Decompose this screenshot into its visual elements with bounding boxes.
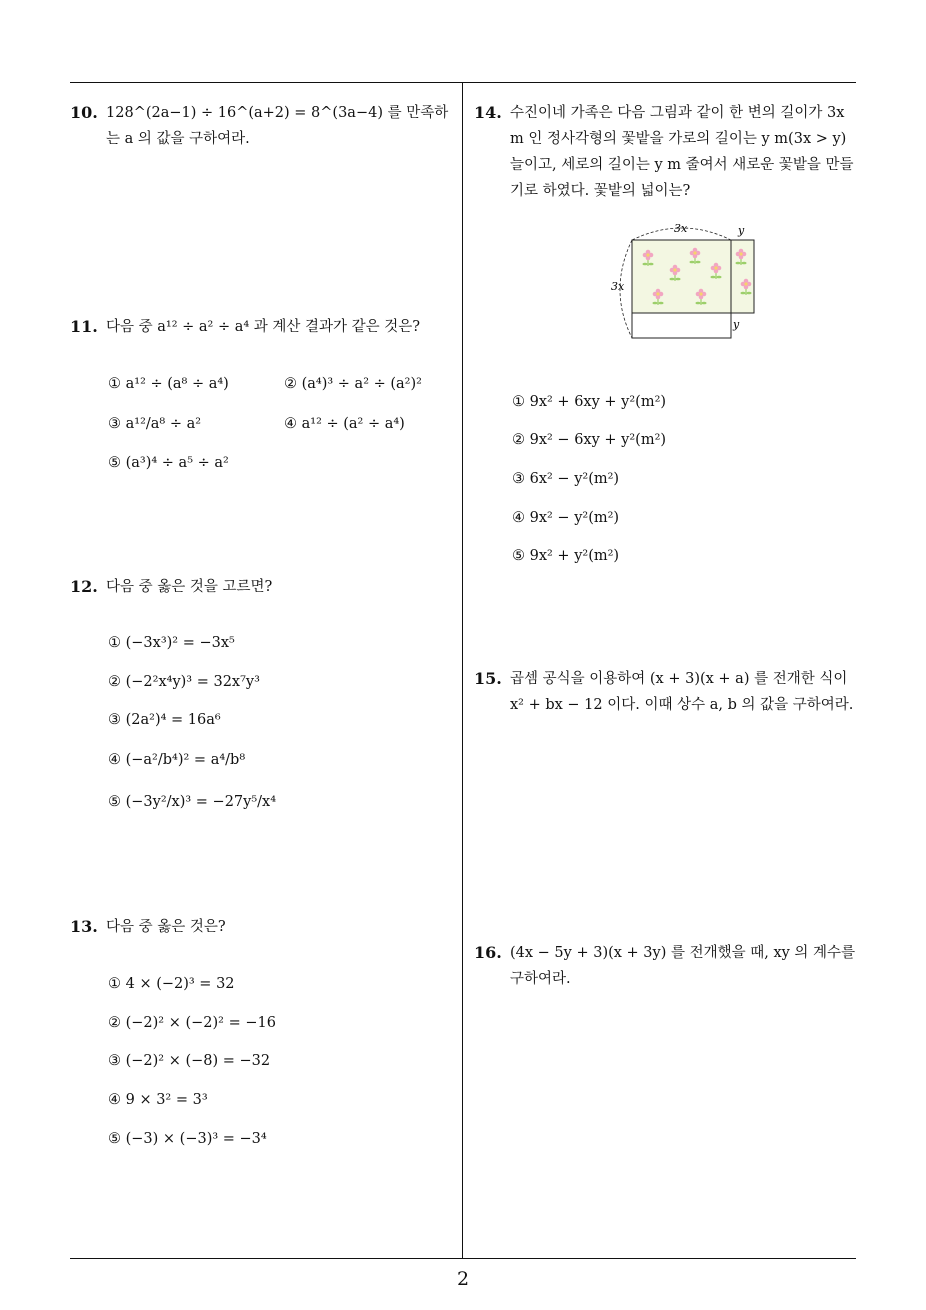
option-3[interactable]: ③ 6x² − y²(m²)	[512, 471, 620, 487]
question-12	[70, 574, 456, 600]
option-4[interactable]: ④ a¹² ÷ (a² ÷ a⁴)	[284, 416, 405, 432]
question-14	[474, 100, 858, 204]
option-1[interactable]: ① 9x² + 6xy + y²(m²)	[512, 394, 667, 410]
option-4[interactable]: ④ 9x² − y²(m²)	[512, 510, 620, 526]
option-2[interactable]: ② (−2)² × (−2)² = −16	[108, 1015, 276, 1031]
removed-strip	[632, 313, 731, 338]
option-3[interactable]: ③ (−2)² × (−8) = −32	[108, 1053, 271, 1069]
label-right-bottom-y: y	[733, 318, 740, 331]
option-1[interactable]: ① (−3x³)² = −3x⁵	[108, 635, 235, 651]
question-number: 10.	[70, 103, 98, 122]
question-stem: 다음 중 옳은 것을 고르면?	[106, 579, 273, 595]
question-stem: 곱셈 공식을 이용하여 (x + 3)(x + a) 를 전개한 식이 x² + bx − 12 이다. 이때 상수 a, b 의 값을 구하여라.	[510, 671, 854, 713]
label-right-top-y: y	[738, 224, 745, 237]
question-15	[474, 666, 858, 718]
question-stem: 다음 중 옳은 것은?	[106, 919, 226, 935]
option-2[interactable]: ② 9x² − 6xy + y²(m²)	[512, 432, 667, 448]
question-13	[70, 914, 456, 940]
question-10	[70, 100, 456, 152]
question-number: 12.	[70, 577, 98, 596]
question-stem: (4x − 5y + 3)(x + 3y) 를 전개했을 때, xy 의 계수를 구하여라.	[510, 945, 856, 987]
question-16	[474, 940, 858, 992]
option-3[interactable]: ③ a¹²/a⁸ ÷ a²	[108, 416, 202, 432]
question-number: 15.	[474, 669, 502, 688]
question-number: 14.	[474, 103, 502, 122]
question-stem: 수진이네 가족은 다음 그림과 같이 한 변의 길이가 3x m 인 정사각형의 꽃밭을 가로의 길이는 y m(3x > y) 늘이고, 세로의 길이는 y m 줄여서 새로운 꽃밭을 만들기로 하였다. 꽃밭의 넓이는?	[510, 105, 854, 199]
option-5[interactable]: ⑤ (−3) × (−3)³ = −3⁴	[108, 1131, 267, 1147]
page-number: 2	[456, 1268, 470, 1290]
option-1[interactable]: ① 4 × (−2)³ = 32	[108, 976, 235, 992]
question-stem: 다음 중 a¹² ÷ a² ÷ a⁴ 과 계산 결과가 같은 것은?	[106, 319, 421, 335]
question-number: 16.	[474, 943, 502, 962]
option-1[interactable]: ① a¹² ÷ (a⁸ ÷ a⁴)	[108, 376, 229, 392]
option-2[interactable]: ② (−2²x⁴y)³ = 32x⁷y³	[108, 674, 260, 690]
option-5[interactable]: ⑤ 9x² + y²(m²)	[512, 548, 620, 564]
option-2[interactable]: ② (a⁴)³ ÷ a² ÷ (a²)²	[284, 376, 422, 392]
option-3[interactable]: ③ (2a²)⁴ = 16a⁶	[108, 712, 221, 728]
bottom-rule	[70, 1258, 856, 1259]
option-4[interactable]: ④ (−a²/b⁴)² = a⁴/b⁸	[108, 752, 246, 768]
option-5[interactable]: ⑤ (−3y²/x)³ = −27y⁵/x⁴	[108, 794, 277, 810]
question-11	[70, 314, 456, 340]
question-number: 11.	[70, 317, 98, 336]
question-stem: 128^(2a−1) ÷ 16^(a+2) = 8^(3a−4) 를 만족하는 a 의 값을 구하여라.	[106, 105, 449, 147]
column-divider	[462, 82, 463, 1259]
label-top-3x: 3x	[674, 222, 688, 235]
option-4[interactable]: ④ 9 × 3² = 3³	[108, 1092, 208, 1108]
garden-figure	[600, 218, 770, 348]
question-number: 13.	[70, 917, 98, 936]
option-5[interactable]: ⑤ (a³)⁴ ÷ a⁵ ÷ a²	[108, 455, 229, 471]
top-rule	[70, 82, 856, 83]
label-left-3x: 3x	[611, 280, 625, 293]
